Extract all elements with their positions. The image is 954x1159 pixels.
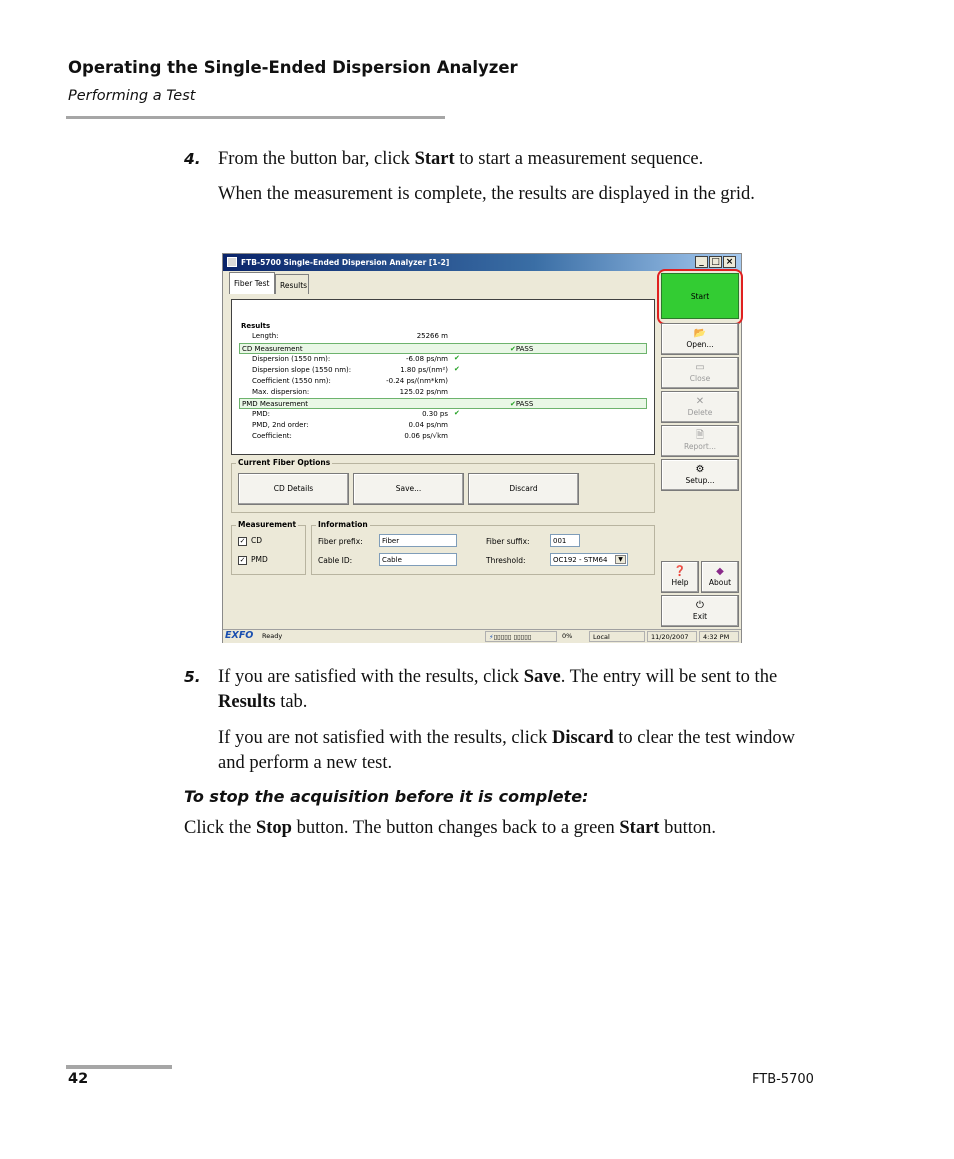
fiber-suffix-label: Fiber suffix: bbox=[486, 537, 530, 546]
cd-row-value: -0.24 ps/(nm*km) bbox=[386, 377, 448, 385]
pmd-checkbox-label: PMD bbox=[251, 555, 268, 564]
about-icon: ◆ bbox=[716, 566, 724, 577]
tab-results[interactable]: Results bbox=[275, 274, 309, 294]
cd-row-label: Dispersion slope (1550 nm): bbox=[252, 366, 352, 374]
cd-pass-text: PASS bbox=[515, 345, 534, 353]
help-button-label: Help bbox=[671, 578, 689, 587]
save-button[interactable]: Save... bbox=[353, 473, 464, 505]
help-icon: ❓ bbox=[673, 566, 687, 577]
exit-button[interactable] bbox=[661, 595, 739, 627]
step-4-followup: When the measurement is complete, the results are displayed in the grid. bbox=[218, 184, 755, 204]
footer-divider bbox=[66, 1065, 172, 1069]
pmd-pass-status bbox=[510, 400, 533, 408]
cd-row-value: -6.08 ps/nm bbox=[405, 355, 448, 363]
step-5-bold-results: Results bbox=[218, 692, 276, 712]
open-button[interactable] bbox=[661, 323, 739, 355]
measurement-label: Measurement bbox=[238, 520, 297, 529]
procedure-text-mid: button. The button changes back to a green bbox=[291, 818, 620, 838]
step-4-text-post: to start a measurement sequence. bbox=[454, 149, 704, 169]
discard-button[interactable]: Discard bbox=[468, 473, 579, 505]
header-divider bbox=[66, 116, 445, 119]
fiber-options-label: Current Fiber Options bbox=[238, 458, 331, 467]
measurement-group bbox=[231, 520, 306, 575]
pmd-row-label: Coefficient: bbox=[252, 432, 292, 440]
threshold-label: Threshold: bbox=[486, 556, 526, 565]
power-icon: ⏻ bbox=[696, 600, 704, 611]
step-5-text-mid: . The entry will be sent to the bbox=[560, 667, 778, 687]
about-button-label: About bbox=[708, 578, 732, 587]
cd-checkbox[interactable] bbox=[238, 536, 262, 546]
cd-row-label: Coefficient (1550 nm): bbox=[252, 377, 331, 385]
window-title: FTB-5700 Single-Ended Dispersion Analyzer [1-2] bbox=[241, 258, 450, 267]
step-5-text bbox=[218, 665, 823, 715]
cd-row-label: Dispersion (1550 nm): bbox=[252, 355, 331, 363]
checkbox-checked-icon: ✓ bbox=[239, 536, 246, 545]
threshold-select[interactable] bbox=[550, 553, 628, 566]
cable-id-label: Cable ID: bbox=[318, 556, 353, 565]
progress-icon: ⚡ bbox=[489, 633, 494, 641]
procedure-heading: To stop the acquisition before it is complete: bbox=[184, 787, 589, 806]
setup-icon: ⚙ bbox=[695, 464, 705, 475]
step-5-bold-save: Save bbox=[523, 667, 561, 687]
folder-open-icon: 📂 bbox=[693, 328, 707, 339]
progress-glyphs: ▯▯▯▯▯ ▯▯▯▯▯ bbox=[493, 633, 532, 641]
setup-button-label: Setup... bbox=[685, 476, 715, 485]
pmd-row-value: 0.04 ps/nm bbox=[408, 421, 448, 429]
threshold-selected-value: OC192 - STM64 bbox=[553, 556, 608, 564]
chevron-down-icon[interactable]: ▼ bbox=[615, 555, 626, 564]
time-indicator: 4:32 PM bbox=[699, 631, 739, 642]
pmd-row-label: PMD: bbox=[252, 410, 271, 418]
fiber-suffix-input[interactable]: 001 bbox=[550, 534, 580, 547]
step-5-bold-discard: Discard bbox=[551, 728, 614, 748]
pmd-row-value: 0.30 ps bbox=[422, 410, 448, 418]
cd-row-value: 1.80 ps/(nm²) bbox=[400, 366, 448, 374]
app-icon bbox=[227, 257, 237, 267]
cd-row-label: Max. dispersion: bbox=[252, 388, 310, 396]
step-4-number: 4. bbox=[184, 150, 201, 168]
information-label: Information bbox=[318, 520, 368, 529]
mode-indicator: Local bbox=[589, 631, 645, 642]
delete-button-label: Delete bbox=[687, 408, 713, 417]
fiber-options-group bbox=[231, 458, 655, 513]
maximize-icon[interactable]: □ bbox=[709, 256, 722, 268]
cd-row-value: 125.02 ps/nm bbox=[399, 388, 448, 396]
results-grid bbox=[231, 299, 655, 455]
setup-button[interactable] bbox=[661, 459, 739, 491]
cable-id-input[interactable]: Cable bbox=[379, 553, 457, 566]
delete-icon: ✕ bbox=[695, 396, 705, 407]
date-indicator: 11/20/2007 bbox=[647, 631, 697, 642]
minimize-icon[interactable]: _ bbox=[695, 256, 708, 268]
pmd-measurement-row bbox=[239, 398, 647, 409]
progress-percent: 0% bbox=[562, 632, 573, 640]
tab-fiber-test[interactable]: Fiber Test bbox=[229, 272, 275, 294]
cd-section-label: CD Measurement bbox=[242, 345, 303, 353]
cd-details-button[interactable]: CD Details bbox=[238, 473, 349, 505]
delete-button[interactable] bbox=[661, 391, 739, 423]
results-heading: Results bbox=[241, 322, 271, 330]
help-button[interactable] bbox=[661, 561, 699, 593]
step-5-number: 5. bbox=[184, 668, 201, 686]
procedure-text bbox=[184, 816, 824, 841]
report-button-label: Report... bbox=[683, 442, 716, 451]
product-name: FTB-5700 bbox=[752, 1072, 814, 1087]
exit-button-label: Exit bbox=[692, 612, 708, 621]
cd-measurement-row bbox=[239, 343, 647, 354]
pmd-row-value: 0.06 ps/√km bbox=[404, 432, 448, 440]
status-bar bbox=[223, 629, 741, 643]
procedure-text-pre: Click the bbox=[184, 818, 256, 838]
procedure-text-post: button. bbox=[659, 818, 716, 838]
status-text: Ready bbox=[262, 632, 283, 640]
fiber-prefix-label: Fiber prefix: bbox=[318, 537, 363, 546]
check-icon: ✔ bbox=[454, 354, 460, 362]
step-4-text bbox=[218, 147, 818, 172]
step-5-text-pre: If you are satisfied with the results, click bbox=[218, 667, 524, 687]
open-button-label: Open... bbox=[686, 340, 714, 349]
start-highlight-callout bbox=[657, 269, 743, 325]
checkbox-checked-icon: ✓ bbox=[239, 555, 246, 564]
fiber-prefix-input[interactable]: Fiber bbox=[379, 534, 457, 547]
pmd-checkbox[interactable] bbox=[238, 555, 268, 565]
page-header-subtitle: Performing a Test bbox=[68, 88, 196, 104]
step-5-followup-pre: If you are not satisfied with the results, click bbox=[218, 728, 552, 748]
report-button[interactable] bbox=[661, 425, 739, 457]
pmd-row-label: PMD, 2nd order: bbox=[252, 421, 309, 429]
check-icon: ✔ bbox=[454, 365, 460, 373]
pmd-pass-text: PASS bbox=[515, 400, 534, 408]
check-icon: ✔ bbox=[454, 409, 460, 417]
procedure-bold-stop: Stop bbox=[255, 818, 292, 838]
close-file-icon: ▭ bbox=[695, 362, 705, 373]
exfo-logo: EXFO bbox=[225, 630, 254, 641]
length-label: Length: bbox=[252, 332, 279, 340]
information-group bbox=[311, 520, 655, 575]
start-button[interactable]: Start bbox=[661, 273, 739, 319]
cd-pass-status bbox=[510, 345, 533, 353]
progress-indicator bbox=[485, 631, 557, 642]
close-button[interactable] bbox=[661, 357, 739, 389]
close-icon[interactable]: × bbox=[723, 256, 736, 268]
page-number: 42 bbox=[68, 1071, 89, 1087]
step-5-followup bbox=[218, 726, 818, 776]
step-4-bold-start: Start bbox=[414, 149, 455, 169]
length-value: 25266 m bbox=[416, 332, 448, 340]
about-button[interactable] bbox=[701, 561, 739, 593]
check-icon: ✔ bbox=[510, 400, 516, 408]
report-icon: 🗎 bbox=[695, 430, 705, 441]
pmd-section-label: PMD Measurement bbox=[242, 400, 308, 408]
close-button-label: Close bbox=[689, 374, 711, 383]
step-5-followup-post: to clear the test window and perform a new test. bbox=[218, 728, 795, 773]
procedure-bold-start: Start bbox=[619, 818, 660, 838]
step-4-text-pre: From the button bar, click bbox=[218, 149, 415, 169]
app-screenshot bbox=[222, 253, 742, 643]
page-header-title: Operating the Single-Ended Dispersion Analyzer bbox=[68, 58, 518, 77]
cd-checkbox-label: CD bbox=[251, 536, 263, 545]
step-5-text-post: tab. bbox=[275, 692, 308, 712]
check-icon: ✔ bbox=[510, 345, 516, 353]
